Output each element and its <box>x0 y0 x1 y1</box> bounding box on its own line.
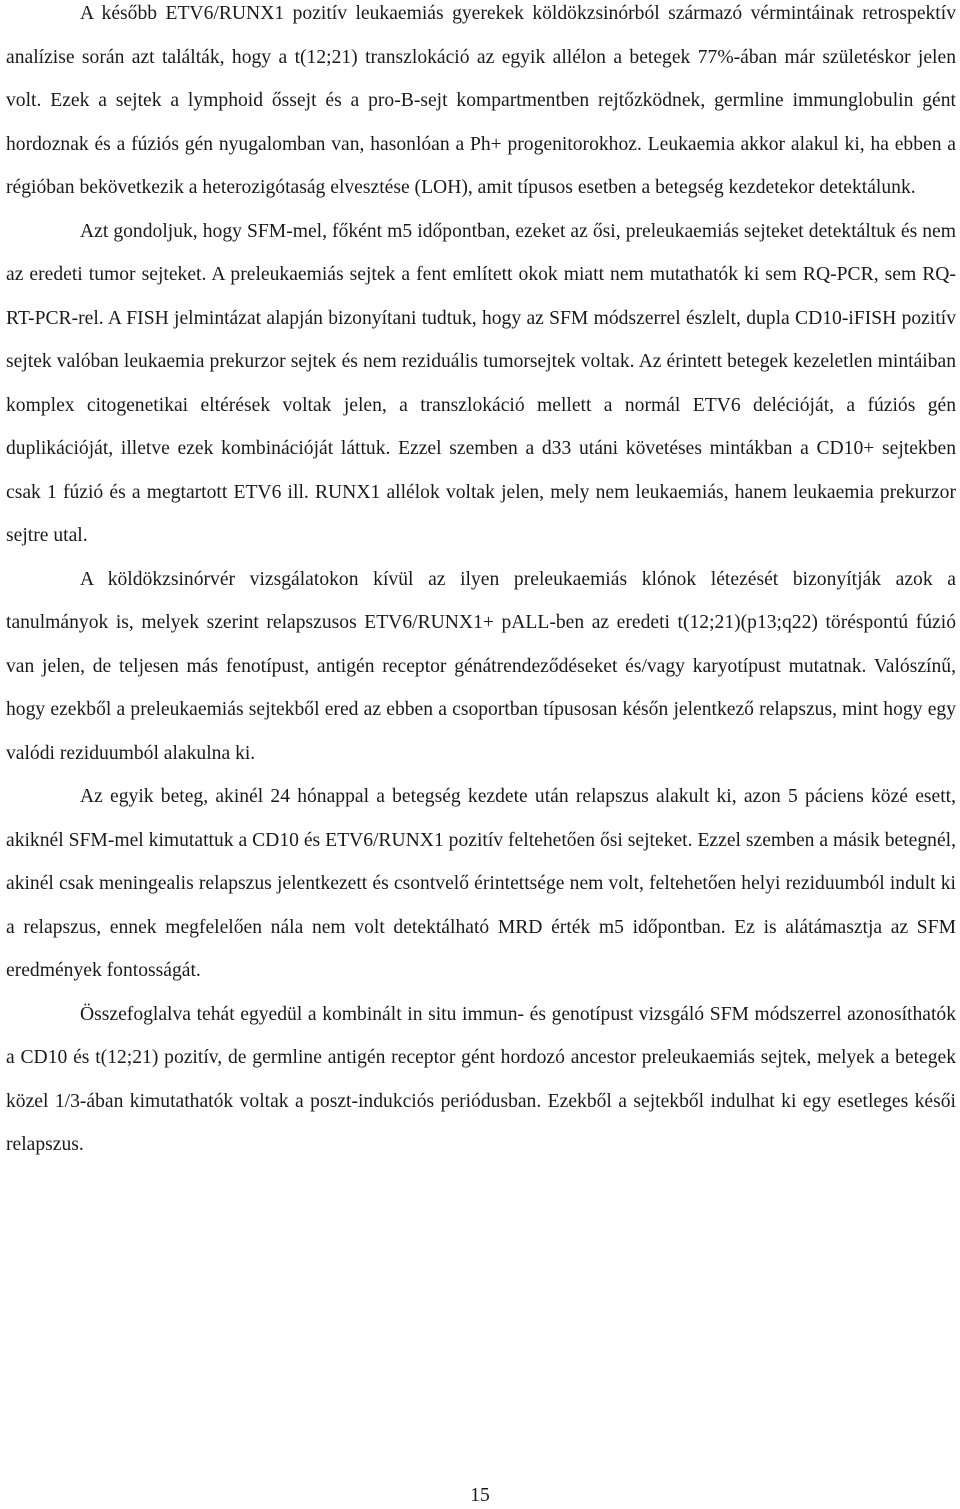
paragraph-5: Összefoglalva tehát egyedül a kombinált in situ immun- és genotípust vizsgáló SFM módszerrel azonosíthatók a CD10 és t(12;21) pozitív, de germline antigén receptor gént hordozó ancestor preleukaemiás sejtek, melyek a betegek közel 1/3-ában kimutathatók voltak a poszt-indukciós periódusban. Ezekből a sejtekből indulhat ki egy esetleges késői relapszus. <box>6 1003 956 1155</box>
paragraph-3: A köldökzsinórvér vizsgálatokon kívül az ilyen preleukaemiás klónok létezését bizonyítják azok a tanulmányok is, melyek szerint relapszusos ETV6/RUNX1+ pALL-ben az eredeti t(12;21)(p13;q22) töréspontú fúzió van jelen, de teljesen más fenotípust, antigén receptor génátrendeződéseket és/vagy karyotípust mutatnak. Valószínű, hogy ezekből a preleukaemiás sejtekből ered az ebben a csoportban típusosan későn jelentkező relapszus, mint hogy egy valódi reziduumból alakulna ki. <box>6 568 956 764</box>
paragraph-4: Az egyik beteg, akinél 24 hónappal a betegség kezdete után relapszus alakult ki, azon 5 páciens közé esett, akiknél SFM-mel kimutattuk a CD10 és ETV6/RUNX1 pozitív feltehetően ősi sejteket. Ezzel szemben a másik betegnél, akinél csak meningealis relapszus jelentkezett és csontvelő érintettsége nem volt, feltehetően helyi reziduumból indult ki a relapszus, ennek megfelelően nála nem volt detektálható MRD érték m5 időpontban. Ez is alátámasztja az SFM eredmények fontosságát. <box>6 786 956 981</box>
paragraph-2: Azt gondoljuk, hogy SFM-mel, főként m5 időpontban, ezeket az ősi, preleukaemiás sejteket detektáltuk és nem az eredeti tumor sejteket. A preleukaemiás sejtek a fent említett okok miatt nem mutathatók ki sem RQ-PCR, sem RQ-RT-PCR-rel. A FISH jelmintázat alapján bizonyítani tudtuk, hogy az SFM módszerrel észlelt, dupla CD10-iFISH pozitív sejtek valóban leukaemia prekurzor sejtek és nem reziduális tumorsejtek voltak. Az érintett betegek kezeletlen mintáiban komplex citogenetikai eltérések voltak jelen, a transzlokáció mellett a normál ETV6 delécióját, a fúziós gén duplikációját, illetve ezek kombinációját láttuk. Ezzel szemben a d33 utáni követéses mintákban a CD10+ sejtekben csak 1 fúzió és a megtartott ETV6 ill. RUNX1 allélok voltak jelen, mely nem leukaemiás, hanem leukaemia prekurzor sejtre utal. <box>6 220 956 546</box>
paragraph-1: A később ETV6/RUNX1 pozitív leukaemiás gyerekek köldökzsinórból származó vérmintáinak retrospektív analízise során azt találták, hogy a t(12;21) transzlokáció az egyik allélon a betegek 77%-ában már születéskor jelen volt. Ezek a sejtek a lymphoid őssejt és a pro-B-sejt kompartmentben rejtőzködnek, germline immunglobulin gént hordoznak és a fúziós gén nyugalomban van, hasonlóan a Ph+ progenitorokhoz. Leukaemia akkor alakul ki, ha ebben a régióban bekövetkezik a heterozigótaság elvesztése (LOH), amit típusos esetben a betegség kezdetekor detektálunk. <box>6 3 956 198</box>
document-page <box>6 0 956 1167</box>
page-number: 15 <box>470 1485 490 1506</box>
